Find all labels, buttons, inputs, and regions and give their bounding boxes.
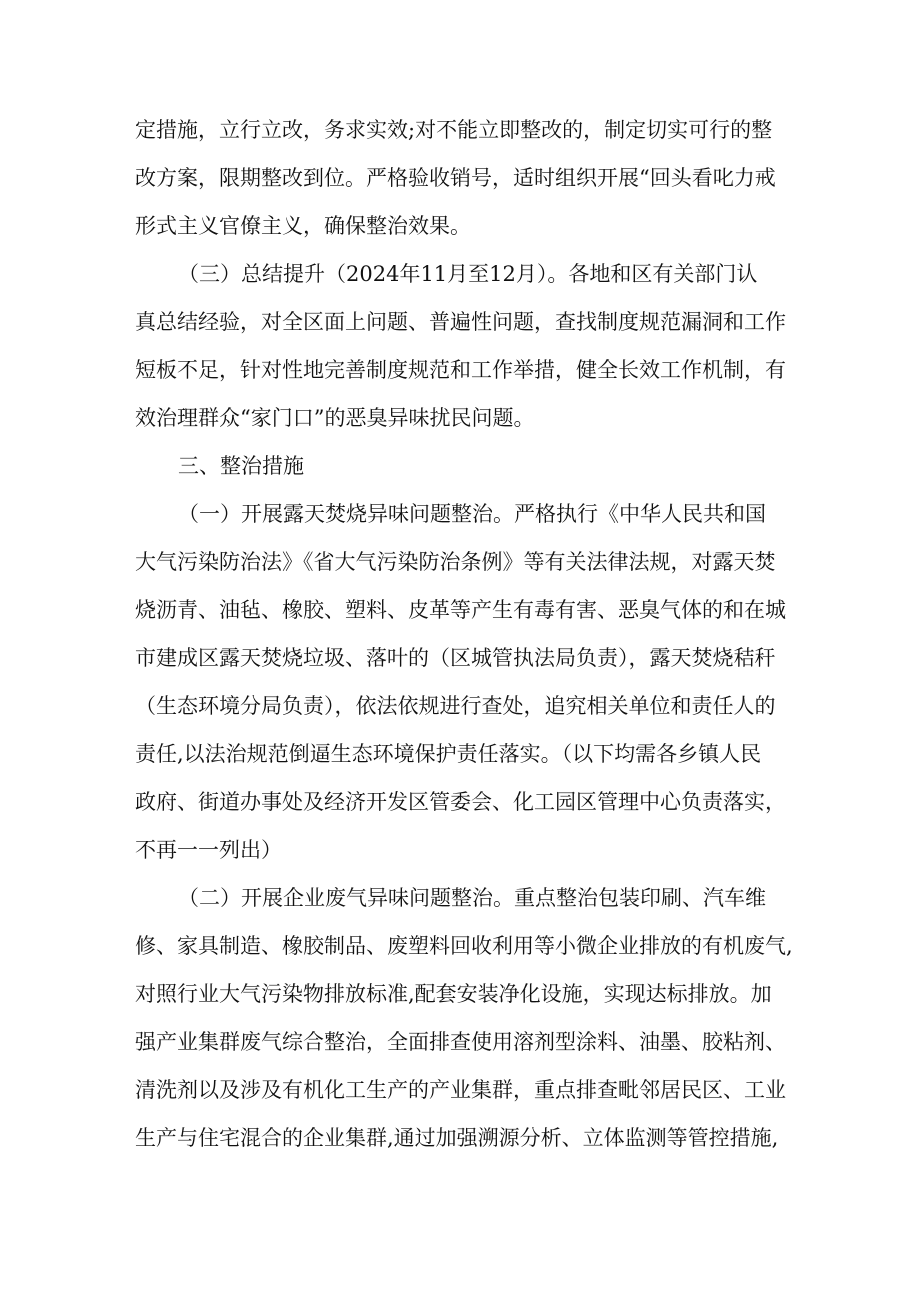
text-line: 修、家具制造、橡胶制品、废塑料回收利用等小微企业排放的有机废气, — [135, 934, 793, 958]
text-line: 对照行业大气污染物排放标准,配套安装净化设施，实现达标排放。加 — [135, 982, 772, 1006]
paragraph-start-line: （三）总结提升（2024年11月至12月）。各地和区有关部门认 — [178, 262, 758, 286]
text-line: 大气污染防治法》《省大气污染防治条例》等有关法律法规，对露天焚 — [135, 550, 776, 574]
text-line: 不再一一列出） — [135, 838, 282, 862]
text-line: （生态环境分局负责），依法依规进行查处，追究相关单位和责任人的 — [135, 694, 776, 718]
text-line: 定措施，立行立改，务求实效;对不能立即整改的，制定切实可行的整 — [135, 118, 773, 142]
text-line: 效治理群众“家门口”的恶臭异味扰民问题。 — [135, 406, 535, 430]
text-line: 市建成区露天焚烧垃圾、落叶的（区城管执法局负责），露天焚烧秸秆 — [135, 646, 776, 670]
text-line: 责任,以法治规范倒逼生态环境保护责任落实。（以下均需各乡镇人民 — [135, 742, 762, 766]
text-line: 强产业集群废气综合整治，全面排查使用溶剂型涂料、油墨、胶粘剂、 — [135, 1030, 786, 1054]
text-line: 清洗剂以及涉及有机化工生产的产业集群，重点排查毗邻居民区、工业 — [135, 1078, 786, 1102]
text-line: 改方案，限期整改到位。严格验收销号，适时组织开展“回头看叱力戒 — [135, 166, 776, 190]
text-line: 生产与住宅混合的企业集群,通过加强溯源分析、立体监测等管控措施, — [135, 1126, 779, 1150]
text-line: 短板不足，针对性地完善制度规范和工作举措，健全长效工作机制，有 — [135, 358, 786, 382]
section-heading: 三、整治措施 — [178, 454, 304, 478]
text-line: 真总结经验，对全区面上问题、普遍性问题，查找制度规范漏洞和工作 — [135, 310, 786, 334]
text-line: 形式主义官僚主义，确保整治效果。 — [135, 214, 471, 238]
paragraph-start-line: （一）开展露天焚烧异味问题整治。严格执行《中华人民共和国 — [178, 502, 766, 526]
text-line: 烧沥青、油毡、橡胶、塑料、皮革等产生有毒有害、恶臭气体的和在城 — [135, 598, 786, 622]
paragraph-start-line: （二）开展企业废气异味问题整治。重点整治包装印刷、汽车维 — [178, 886, 766, 910]
text-line: 政府、街道办事处及经济开发区管委会、化工园区管理中心负责落实， — [135, 790, 786, 814]
